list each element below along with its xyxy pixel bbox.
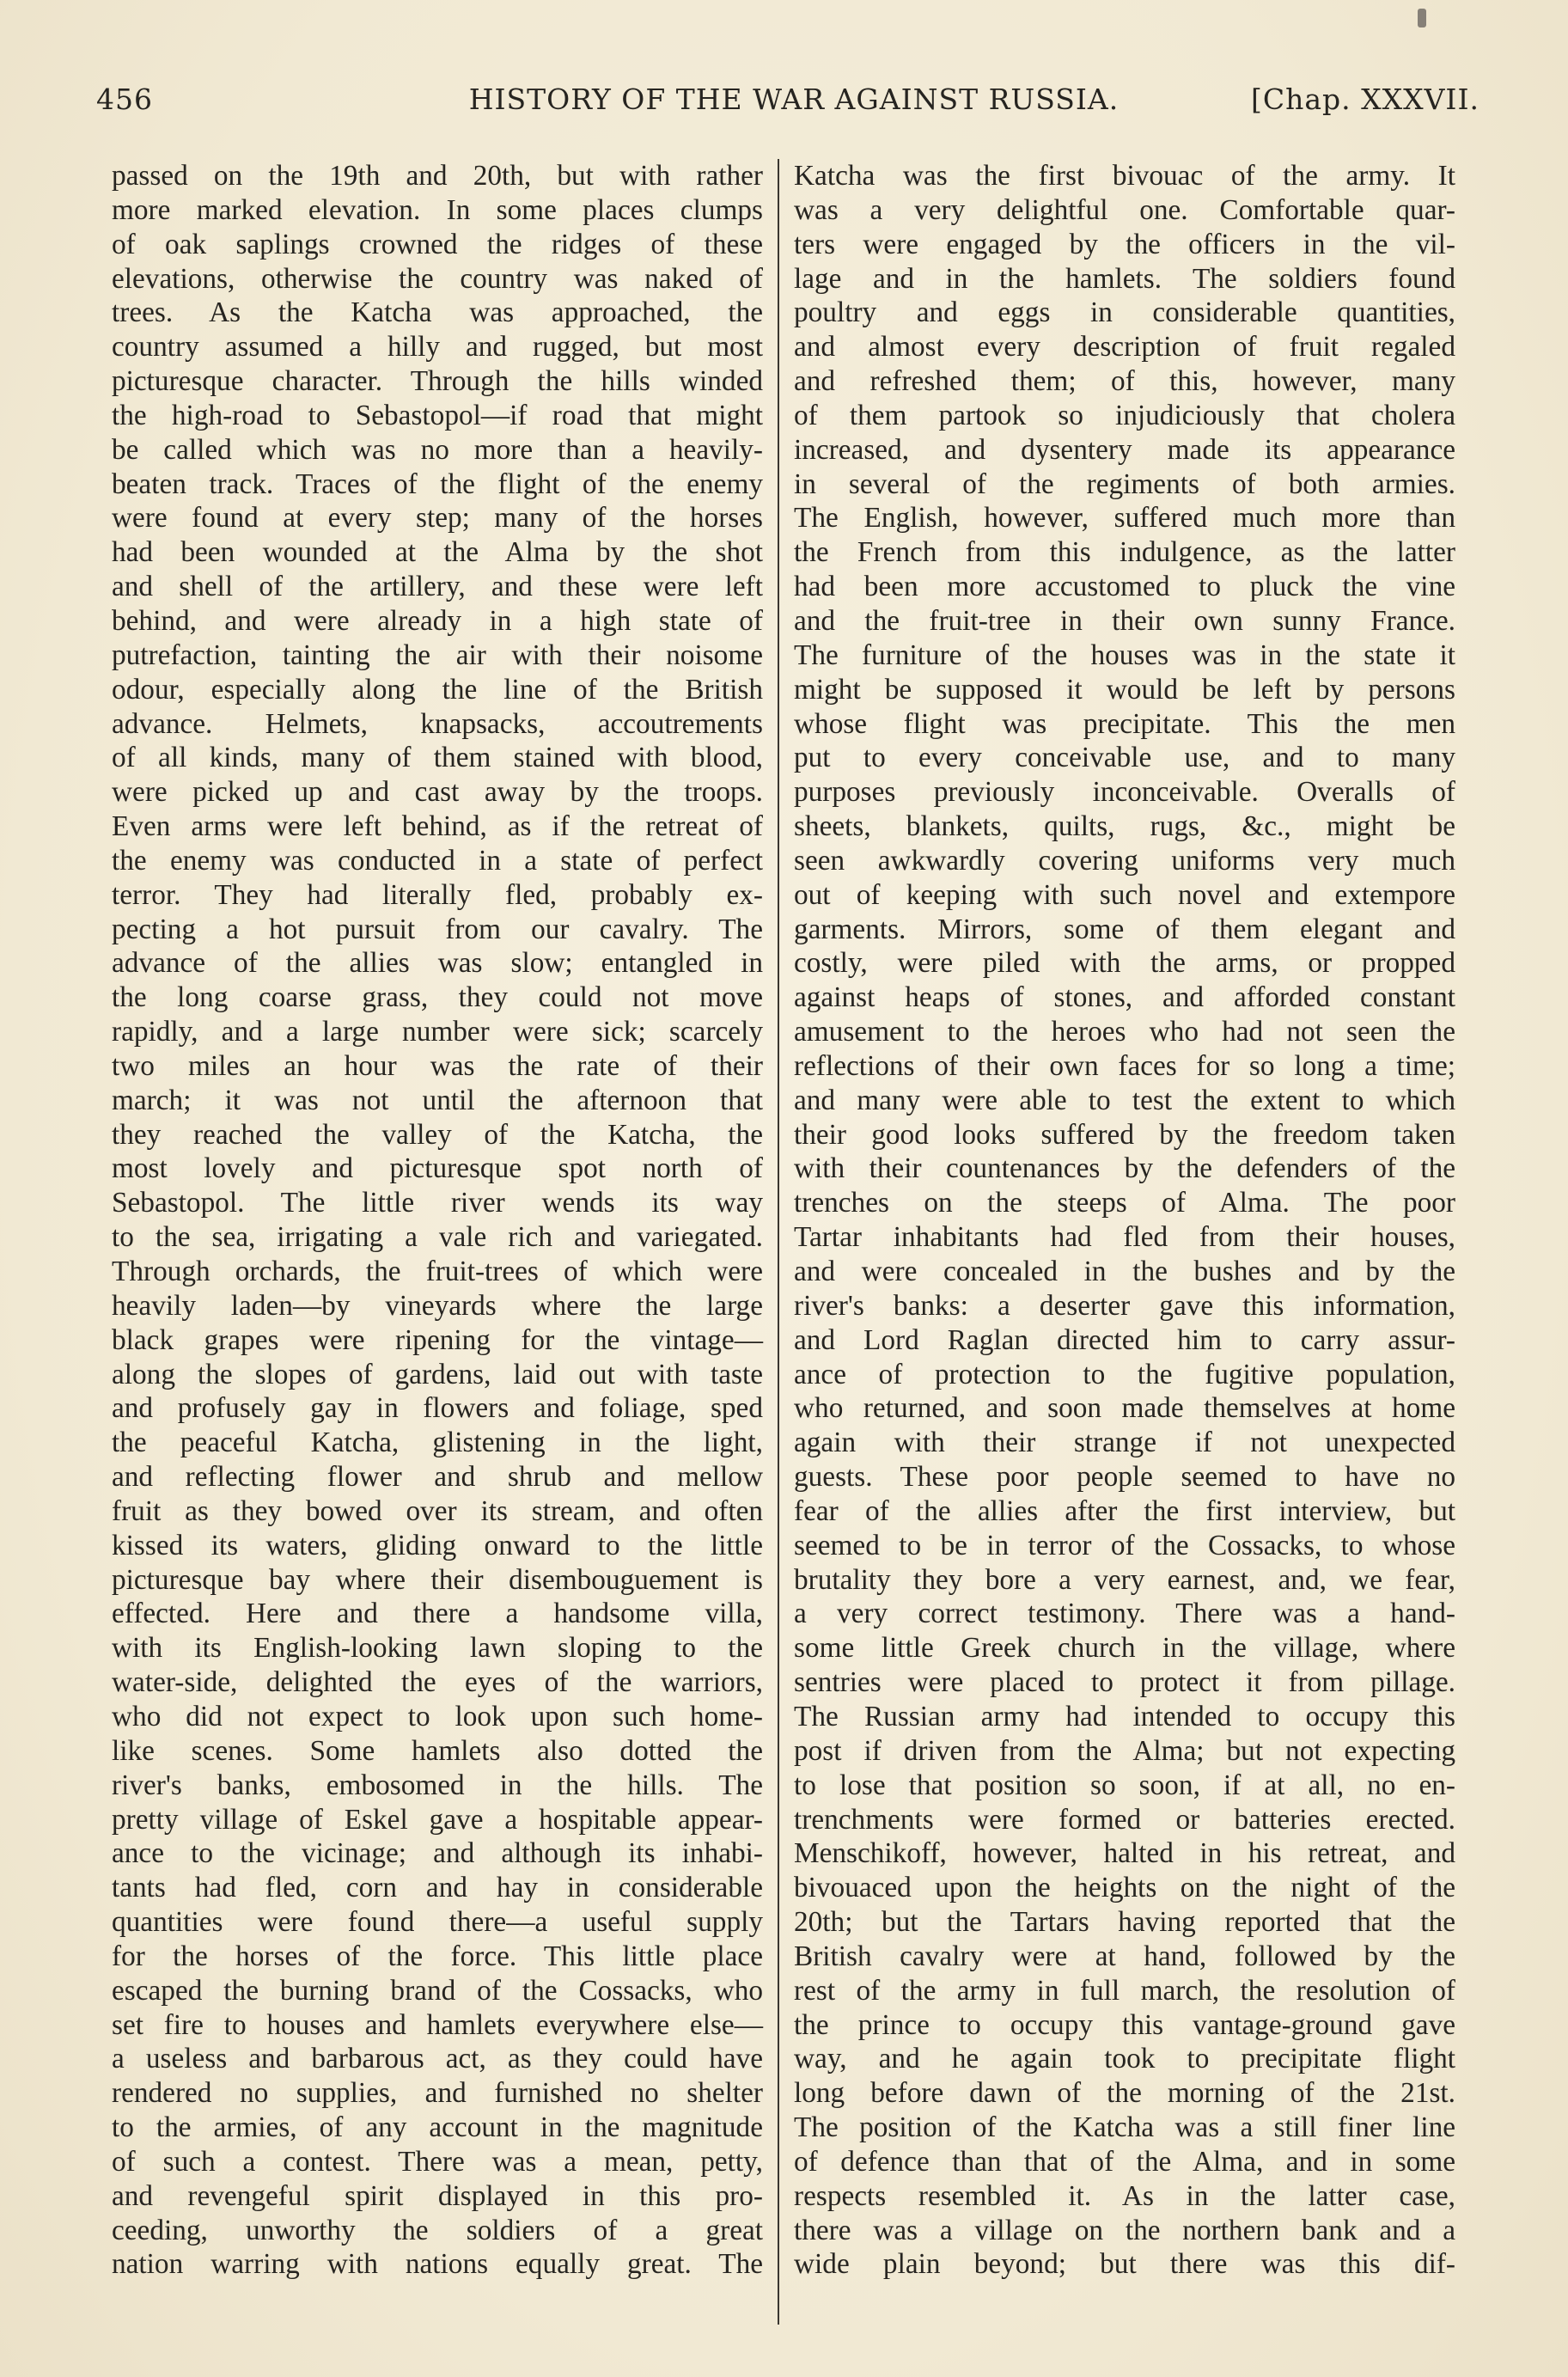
text-line: garments. Mirrors, some of them elegant and xyxy=(794,913,1455,945)
text-line: purposes previously inconceivable. Overalls of xyxy=(794,776,1455,809)
text-line: might be supposed it would be left by persons xyxy=(794,673,1455,706)
text-line: Katcha was the first bivouac of the army. It xyxy=(794,160,1455,192)
text-line: of all kinds, many of them stained with blood, xyxy=(112,742,763,774)
text-line: a very correct testimony. There was a hand- xyxy=(794,1598,1455,1630)
text-line: their good looks suffered by the freedom taken xyxy=(794,1118,1455,1151)
text-line: trenches on the steeps of Alma. The poor xyxy=(794,1187,1455,1219)
text-line: rapidly, and a large number were sick; scarcely xyxy=(112,1016,763,1048)
text-line: The English, however, suffered much more than xyxy=(794,502,1455,535)
text-line: 20th; but the Tartars having reported that the xyxy=(794,1906,1455,1939)
text-line: the prince to occupy this vantage-ground gave xyxy=(794,2008,1455,2041)
text-line: picturesque bay where their disembouguement is xyxy=(112,1563,763,1596)
text-line: of defence than that of the Alma, and in some xyxy=(794,2145,1455,2178)
text-line: heavily laden—by vineyards where the large xyxy=(112,1289,763,1322)
text-line: tants had fled, corn and hay in considerable xyxy=(112,1872,763,1904)
text-line: to the sea, irrigating a vale rich and variegated. xyxy=(112,1221,763,1254)
text-line: who did not expect to look upon such home- xyxy=(112,1700,763,1732)
text-line: amusement to the heroes who had not seen the xyxy=(794,1016,1455,1048)
text-line: to the armies, of any account in the magnitude xyxy=(112,2111,763,2144)
text-line: respects resembled it. As in the latter case, xyxy=(794,2179,1455,2212)
text-line: nation warring with nations equally great. The xyxy=(112,2248,763,2281)
text-line: costly, were piled with the arms, or propped xyxy=(794,947,1455,980)
ink-smudge xyxy=(1418,9,1426,27)
text-line: they reached the valley of the Katcha, the xyxy=(112,1118,763,1151)
text-line: river's banks: a deserter gave this information, xyxy=(794,1289,1455,1322)
text-line: long before dawn of the morning of the 21st. xyxy=(794,2077,1455,2110)
text-line: beaten track. Traces of the flight of the enemy xyxy=(112,467,763,500)
text-line: fruit as they bowed over its stream, and often xyxy=(112,1494,763,1527)
text-line: and profusely gay in flowers and foliage, sped xyxy=(112,1392,763,1425)
text-line: some little Greek church in the village, where xyxy=(794,1632,1455,1665)
text-line: whose flight was precipitate. This the men xyxy=(794,707,1455,740)
text-line: river's banks, embosomed in the hills. The xyxy=(112,1769,763,1801)
right-text-column xyxy=(794,159,1455,2282)
text-line: again with their strange if not unexpected xyxy=(794,1427,1455,1459)
text-line: wide plain beyond; but there was this dif- xyxy=(794,2248,1455,2281)
left-text-column xyxy=(112,159,763,2282)
text-line: The furniture of the houses was in the state it xyxy=(794,639,1455,671)
text-line: and the fruit-tree in their own sunny France. xyxy=(794,604,1455,637)
text-line: ters were engaged by the officers in the vil- xyxy=(794,228,1455,260)
text-line: rendered no supplies, and furnished no shelter xyxy=(112,2077,763,2110)
text-line: terror. They had literally fled, probably ex- xyxy=(112,878,763,911)
text-line: out of keeping with such novel and extempore xyxy=(794,878,1455,911)
text-line: post if driven from the Alma; but not expecting xyxy=(794,1734,1455,1767)
text-line: march; it was not until the afternoon that xyxy=(112,1084,763,1116)
text-line: Tartar inhabitants had fled from their houses, xyxy=(794,1221,1455,1254)
text-line: odour, especially along the line of the British xyxy=(112,673,763,706)
page-number: 456 xyxy=(96,82,153,116)
text-line: of oak saplings crowned the ridges of these xyxy=(112,228,763,260)
text-line: be called which was no more than a heavily- xyxy=(112,433,763,466)
text-line: with their countenances by the defenders of the xyxy=(794,1152,1455,1185)
text-line: effected. Here and there a handsome villa, xyxy=(112,1598,763,1630)
text-line: quantities were found there—a useful supply xyxy=(112,1906,763,1939)
text-line: passed on the 19th and 20th, but with rather xyxy=(112,160,763,192)
text-line: pretty village of Eskel gave a hospitable appear- xyxy=(112,1803,763,1836)
text-line: The position of the Katcha was a still finer line xyxy=(794,2111,1455,2144)
text-line: the high-road to Sebastopol—if road that might xyxy=(112,399,763,431)
text-line: fear of the allies after the first interview, but xyxy=(794,1494,1455,1527)
text-line: rest of the army in full march, the resolution of xyxy=(794,1974,1455,2007)
text-line: the peaceful Katcha, glistening in the light, xyxy=(112,1427,763,1459)
text-line: Through orchards, the fruit-trees of which were xyxy=(112,1256,763,1287)
text-line: like scenes. Some hamlets also dotted the xyxy=(112,1734,763,1767)
text-line: poultry and eggs in considerable quantities, xyxy=(794,296,1455,329)
text-line: brutality they bore a very earnest, and, we fear, xyxy=(794,1563,1455,1596)
text-line: putrefaction, tainting the air with their noisome xyxy=(112,639,763,671)
text-line: increased, and dysentery made its appearance xyxy=(794,433,1455,466)
running-title: HISTORY OF THE WAR AGAINST RUSSIA. xyxy=(468,82,1120,116)
text-line: seemed to be in terror of the Cossacks, to whose xyxy=(794,1529,1455,1561)
text-line: elevations, otherwise the country was naked of xyxy=(112,262,763,295)
text-line: black grapes were ripening for the vintage— xyxy=(112,1323,763,1356)
text-line: water-side, delighted the eyes of the warriors, xyxy=(112,1666,763,1699)
text-line: picturesque character. Through the hills winded xyxy=(112,365,763,398)
text-line: for the horses of the force. This little place xyxy=(112,1940,763,1972)
text-line: who returned, and soon made themselves at home xyxy=(794,1392,1455,1425)
text-line: and Lord Raglan directed him to carry assur- xyxy=(794,1323,1455,1356)
text-line: Menschikoff, however, halted in his retreat, and xyxy=(794,1837,1455,1870)
column-divider xyxy=(778,159,779,2325)
text-line: lage and in the hamlets. The soldiers found xyxy=(794,262,1455,295)
text-line: put to every conceivable use, and to many xyxy=(794,742,1455,774)
text-line: reflections of their own faces for so long a time; xyxy=(794,1049,1455,1082)
text-line: and were concealed in the bushes and by the xyxy=(794,1256,1455,1287)
text-line: sheets, blankets, quilts, rugs, &c., might be xyxy=(794,810,1455,843)
text-line: behind, and were already in a high state of xyxy=(112,604,763,637)
text-line: ceeding, unworthy the soldiers of a great xyxy=(112,2214,763,2246)
text-line: a useless and barbarous act, as they could have xyxy=(112,2043,763,2075)
text-line: set fire to houses and hamlets everywhere else— xyxy=(112,2008,763,2041)
text-line: British cavalry were at hand, followed by the xyxy=(794,1940,1455,1972)
text-line: Even arms were left behind, as if the retreat of xyxy=(112,810,763,843)
text-line: ance of protection to the fugitive population, xyxy=(794,1358,1455,1390)
text-line: along the slopes of gardens, laid out with taste xyxy=(112,1358,763,1390)
text-line: pecting a hot pursuit from our cavalry. The xyxy=(112,913,763,945)
text-line: escaped the burning brand of the Cossacks, who xyxy=(112,1974,763,2007)
text-line: advance. Helmets, knapsacks, accoutrements xyxy=(112,707,763,740)
text-line: seen awkwardly covering uniforms very much xyxy=(794,844,1455,877)
text-line: had been wounded at the Alma by the shot xyxy=(112,536,763,569)
text-line: and almost every description of fruit regaled xyxy=(794,331,1455,364)
text-line: were found at every step; many of the horses xyxy=(112,502,763,535)
text-line: the long coarse grass, they could not move xyxy=(112,981,763,1014)
text-line: and revengeful spirit displayed in this pro- xyxy=(112,2179,763,2212)
text-line: way, and he again took to precipitate flight xyxy=(794,2043,1455,2075)
text-line: had been more accustomed to pluck the vine xyxy=(794,571,1455,603)
text-line: and reflecting flower and shrub and mellow xyxy=(112,1461,763,1494)
text-line: and many were able to test the extent to which xyxy=(794,1084,1455,1116)
text-line: sentries were placed to protect it from pillage. xyxy=(794,1666,1455,1699)
text-line: and refreshed them; of this, however, many xyxy=(794,365,1455,398)
text-line: country assumed a hilly and rugged, but most xyxy=(112,331,763,364)
text-line: most lovely and picturesque spot north of xyxy=(112,1152,763,1185)
text-line: was a very delightful one. Comfortable quar- xyxy=(794,193,1455,226)
text-line: two miles an hour was the rate of their xyxy=(112,1049,763,1082)
text-line: to lose that position so soon, if at all, no en- xyxy=(794,1769,1455,1801)
text-line: and shell of the artillery, and these were left xyxy=(112,571,763,603)
text-line: guests. These poor people seemed to have no xyxy=(794,1461,1455,1494)
text-line: trees. As the Katcha was approached, the xyxy=(112,296,763,329)
text-line: there was a village on the northern bank and a xyxy=(794,2214,1455,2246)
text-line: Sebastopol. The little river wends its way xyxy=(112,1187,763,1219)
text-line: bivouaced upon the heights on the night of the xyxy=(794,1872,1455,1904)
page-header xyxy=(96,82,1480,134)
text-line: kissed its waters, gliding onward to the little xyxy=(112,1529,763,1561)
text-line: with its English-looking lawn sloping to the xyxy=(112,1632,763,1665)
chapter-label: [Chap. XXXVII. xyxy=(1250,82,1480,116)
text-line: of such a contest. There was a mean, petty, xyxy=(112,2145,763,2178)
text-line: trenchments were formed or batteries erected. xyxy=(794,1803,1455,1836)
text-line: were picked up and cast away by the troops. xyxy=(112,776,763,809)
text-line: the enemy was conducted in a state of perfect xyxy=(112,844,763,877)
text-line: against heaps of stones, and afforded constant xyxy=(794,981,1455,1014)
text-line: The Russian army had intended to occupy this xyxy=(794,1700,1455,1732)
text-line: of them partook so injudiciously that cholera xyxy=(794,399,1455,431)
text-line: in several of the regiments of both armies. xyxy=(794,467,1455,500)
text-line: advance of the allies was slow; entangled in xyxy=(112,947,763,980)
text-line: ance to the vicinage; and although its inhabi- xyxy=(112,1837,763,1870)
text-line: the French from this indulgence, as the latter xyxy=(794,536,1455,569)
text-line: more marked elevation. In some places clumps xyxy=(112,193,763,226)
